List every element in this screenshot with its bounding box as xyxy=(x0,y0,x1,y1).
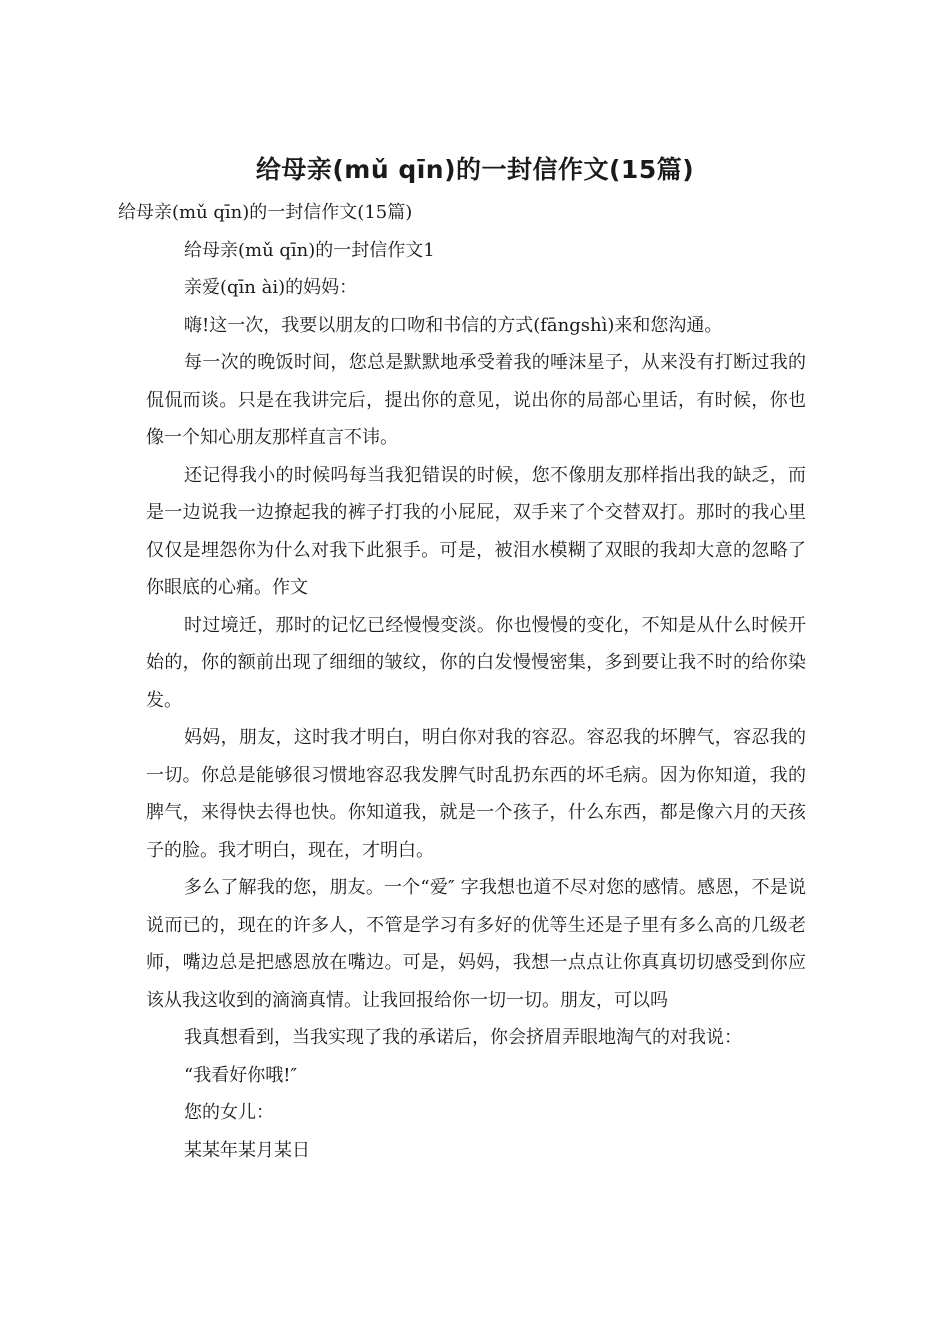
paragraph-wish: 我真想看到，当我实现了我的承诺后，你会挤眉弄眼地淘气的对我说： xyxy=(184,1027,742,1048)
paragraph-gratitude: 多么了解我的您，朋友。一个“爱″ 字我想也道不尽对您的感情。感恩，不是说说而已的，现在的许多人，不管是学习有多好的优等生还是子里有多么高的几级老师，嘴边总是把感恩放在嘴边。可是，妈妈，我想一点点让你真真切切感受到你应该从我这收到的滴滴真情。让我回报给你一切一切。朋友，可以吗 xyxy=(146,877,806,1011)
paragraph-opening: 嗨!这一次，我要以朋友的口吻和书信的方式(fāngshì)来和您沟通。 xyxy=(184,314,723,336)
document-title: 给母亲(mǔ qīn)的一封信作文(15篇) xyxy=(255,155,695,184)
letter-date: 某某年某月某日 xyxy=(184,1139,310,1161)
paragraph-childhood: 还记得我小的时候吗每当我犯错误的时候，您不像朋友那样指出我的缺乏，而是一边说我一边撩起我的裤子打我的小屁屁，双手来了个交替双打。那时的我心里仅仅是埋怨你为什么对我下此狠手。可是，被泪水模糊了双眼的我却大意的忽略了你眼底的心痛。作文 xyxy=(146,464,806,598)
subtitle-line: 给母亲(mǔ qīn)的一封信作文(15篇) xyxy=(118,202,413,223)
paragraph-tolerance: 妈妈，朋友，这时我才明白，明白你对我的容忍。容忍我的坏脾气，容忍我的一切。你总是能够很习惯地容忍我发脾气时乱扔东西的坏毛病。因为你知道，我的脾气，来得快去得也快。你知道我，就是一个孩子，什么东西，都是像六月的天孩子的脸。我才明白，现在，才明白。 xyxy=(146,727,806,861)
essay-heading: 给母亲(mǔ qīn)的一封信作文1 xyxy=(184,239,435,261)
letter-signature: 您的女儿： xyxy=(184,1102,274,1123)
letter-salutation: 亲爱(qīn ài)的妈妈： xyxy=(184,277,358,298)
paragraph-dinner: 每一次的晚饭时间，您总是默默地承受着我的唾沫星子，从来没有打断过我的侃侃而谈。只是在我讲完后，提出你的意见，说出你的局部心里话，有时候，你也像一个知心朋友那样直言不讳。 xyxy=(146,352,806,448)
quote-line: “我看好你哦!″ xyxy=(184,1064,298,1086)
paragraph-time: 时过境迁，那时的记忆已经慢慢变淡。你也慢慢的变化，不知是从什么时候开始的，你的额前出现了细细的皱纹，你的白发慢慢密集，多到要让我不时的给你染发。 xyxy=(146,614,806,711)
document-body xyxy=(118,194,806,1169)
